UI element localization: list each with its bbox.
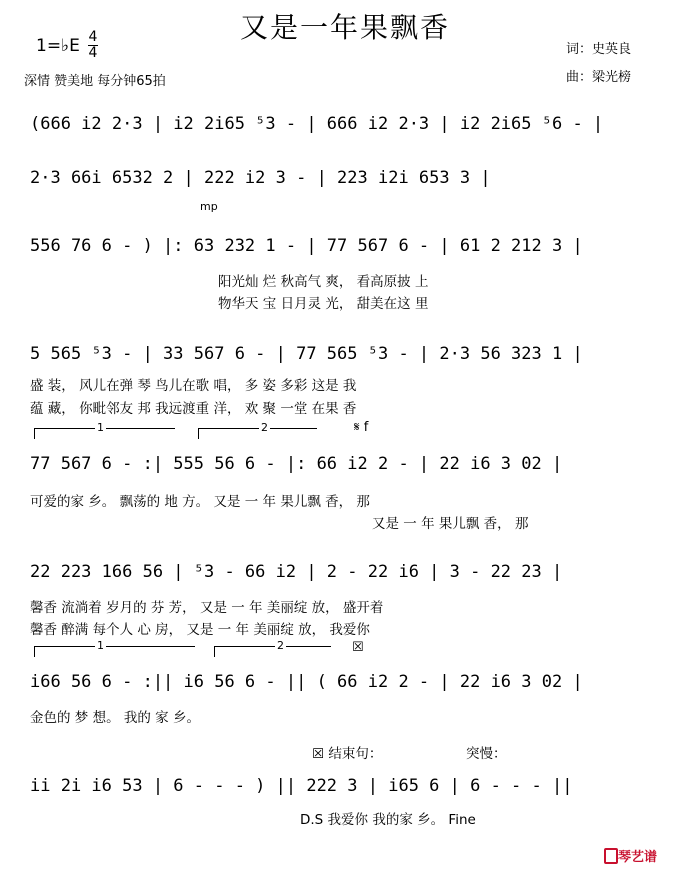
score-line-3: 556 76 6 - ) |: 63 232 1 - | 77 567 6 - | 61 2 212 3 | — [30, 236, 583, 256]
key-signature: 1=♭E — [36, 36, 80, 56]
watermark-logo: 琴艺谱 — [618, 850, 658, 865]
lyric-line-4-verse-1: 盛 装， 风儿在弹 琴 鸟儿在歌 唱， 多 姿 多彩 这是 我 — [30, 378, 357, 394]
slowdown-label: 突慢： — [466, 746, 507, 762]
composer-credit: 曲：梁光榜 — [566, 70, 632, 85]
score-line-1: (666 i2 2·3 | i2 2i65 ⁵3 - | 666 i2 2·3 | i2 2i65 ⁵6 - | — [30, 114, 604, 134]
lyric-line-8: D.S 我爱你 我的家 乡。 Fine — [300, 812, 476, 828]
lyric-line-3-verse-2: 物华天 宝 日月灵 光， 甜美在这 里 — [218, 296, 429, 312]
lyric-line-7: 金色的 梦 想。 我的 家 乡。 — [30, 710, 200, 726]
ending-label: ☒ 结束句： — [312, 746, 383, 762]
score-line-5: 77 567 6 - :| 555 56 6 - |: 66 i2 2 - | 22 i6 3 02 | — [30, 454, 563, 474]
lyric-line-5-verse-2: 又是 一 年 果儿飘 香， 那 — [372, 516, 529, 532]
coda-sign: ☒ — [352, 640, 364, 655]
song-title: 又是一年果飘香 — [239, 11, 450, 44]
score-line-4: 5 565 ⁵3 - | 33 567 6 - | 77 565 ⁵3 - | 2·3 56 323 1 | — [30, 344, 583, 364]
score-line-7: i66 56 6 - :|| i6 56 6 - || ( 66 i2 2 - | 22 i6 3 02 | — [30, 672, 583, 692]
lyric-line-5-verse-1: 可爱的家 乡。 飘荡的 地 方。 又是 一 年 果儿飘 香， 那 — [30, 494, 370, 510]
volta-bracket-1: 1 — [34, 428, 175, 439]
volta-bracket-2b: 2 — [214, 646, 331, 657]
score-line-6: 22 223 166 56 | ⁵3 - 66 i2 | 2 - 22 i6 | 3 - 22 23 | — [30, 562, 563, 582]
lyricist-credit: 词：史英良 — [566, 42, 632, 57]
meter-bottom: 4 — [88, 45, 98, 61]
score-line-2: 2·3 66i 6532 2 | 222 i2 3 - | 223 i2i 653 3 | — [30, 168, 491, 188]
tempo-marking: 深情 赞美地 每分钟65拍 — [24, 74, 166, 89]
lyric-line-6-verse-2: 馨香 醉满 每个人 心 房， 又是 一 年 美丽绽 放， 我爱你 — [30, 622, 370, 638]
volta-bracket-1b: 1 — [34, 646, 195, 657]
time-signature — [88, 30, 98, 61]
segno-forte: 𝄋 f — [354, 420, 369, 435]
lyric-line-6-verse-1: 馨香 流淌着 岁月的 芬 芳， 又是 一 年 美丽绽 放， 盛开着 — [30, 600, 384, 616]
watermark-logo-icon — [604, 848, 618, 864]
meter-top: 4 — [88, 29, 98, 45]
lyric-line-3-verse-1: 阳光灿 烂 秋高气 爽， 看高原披 上 — [218, 274, 429, 290]
score-line-8: ii 2i i6 53 | 6 - - - ) || 222 3 | i65 6 | 6 - - - || — [30, 776, 573, 796]
lyric-line-4-verse-2: 蕴 藏， 你毗邻友 邦 我远渡重 洋， 欢 聚 一堂 在果 香 — [30, 401, 357, 417]
volta-bracket-2: 2 — [198, 428, 317, 439]
dynamic-mp: mp — [200, 200, 218, 213]
